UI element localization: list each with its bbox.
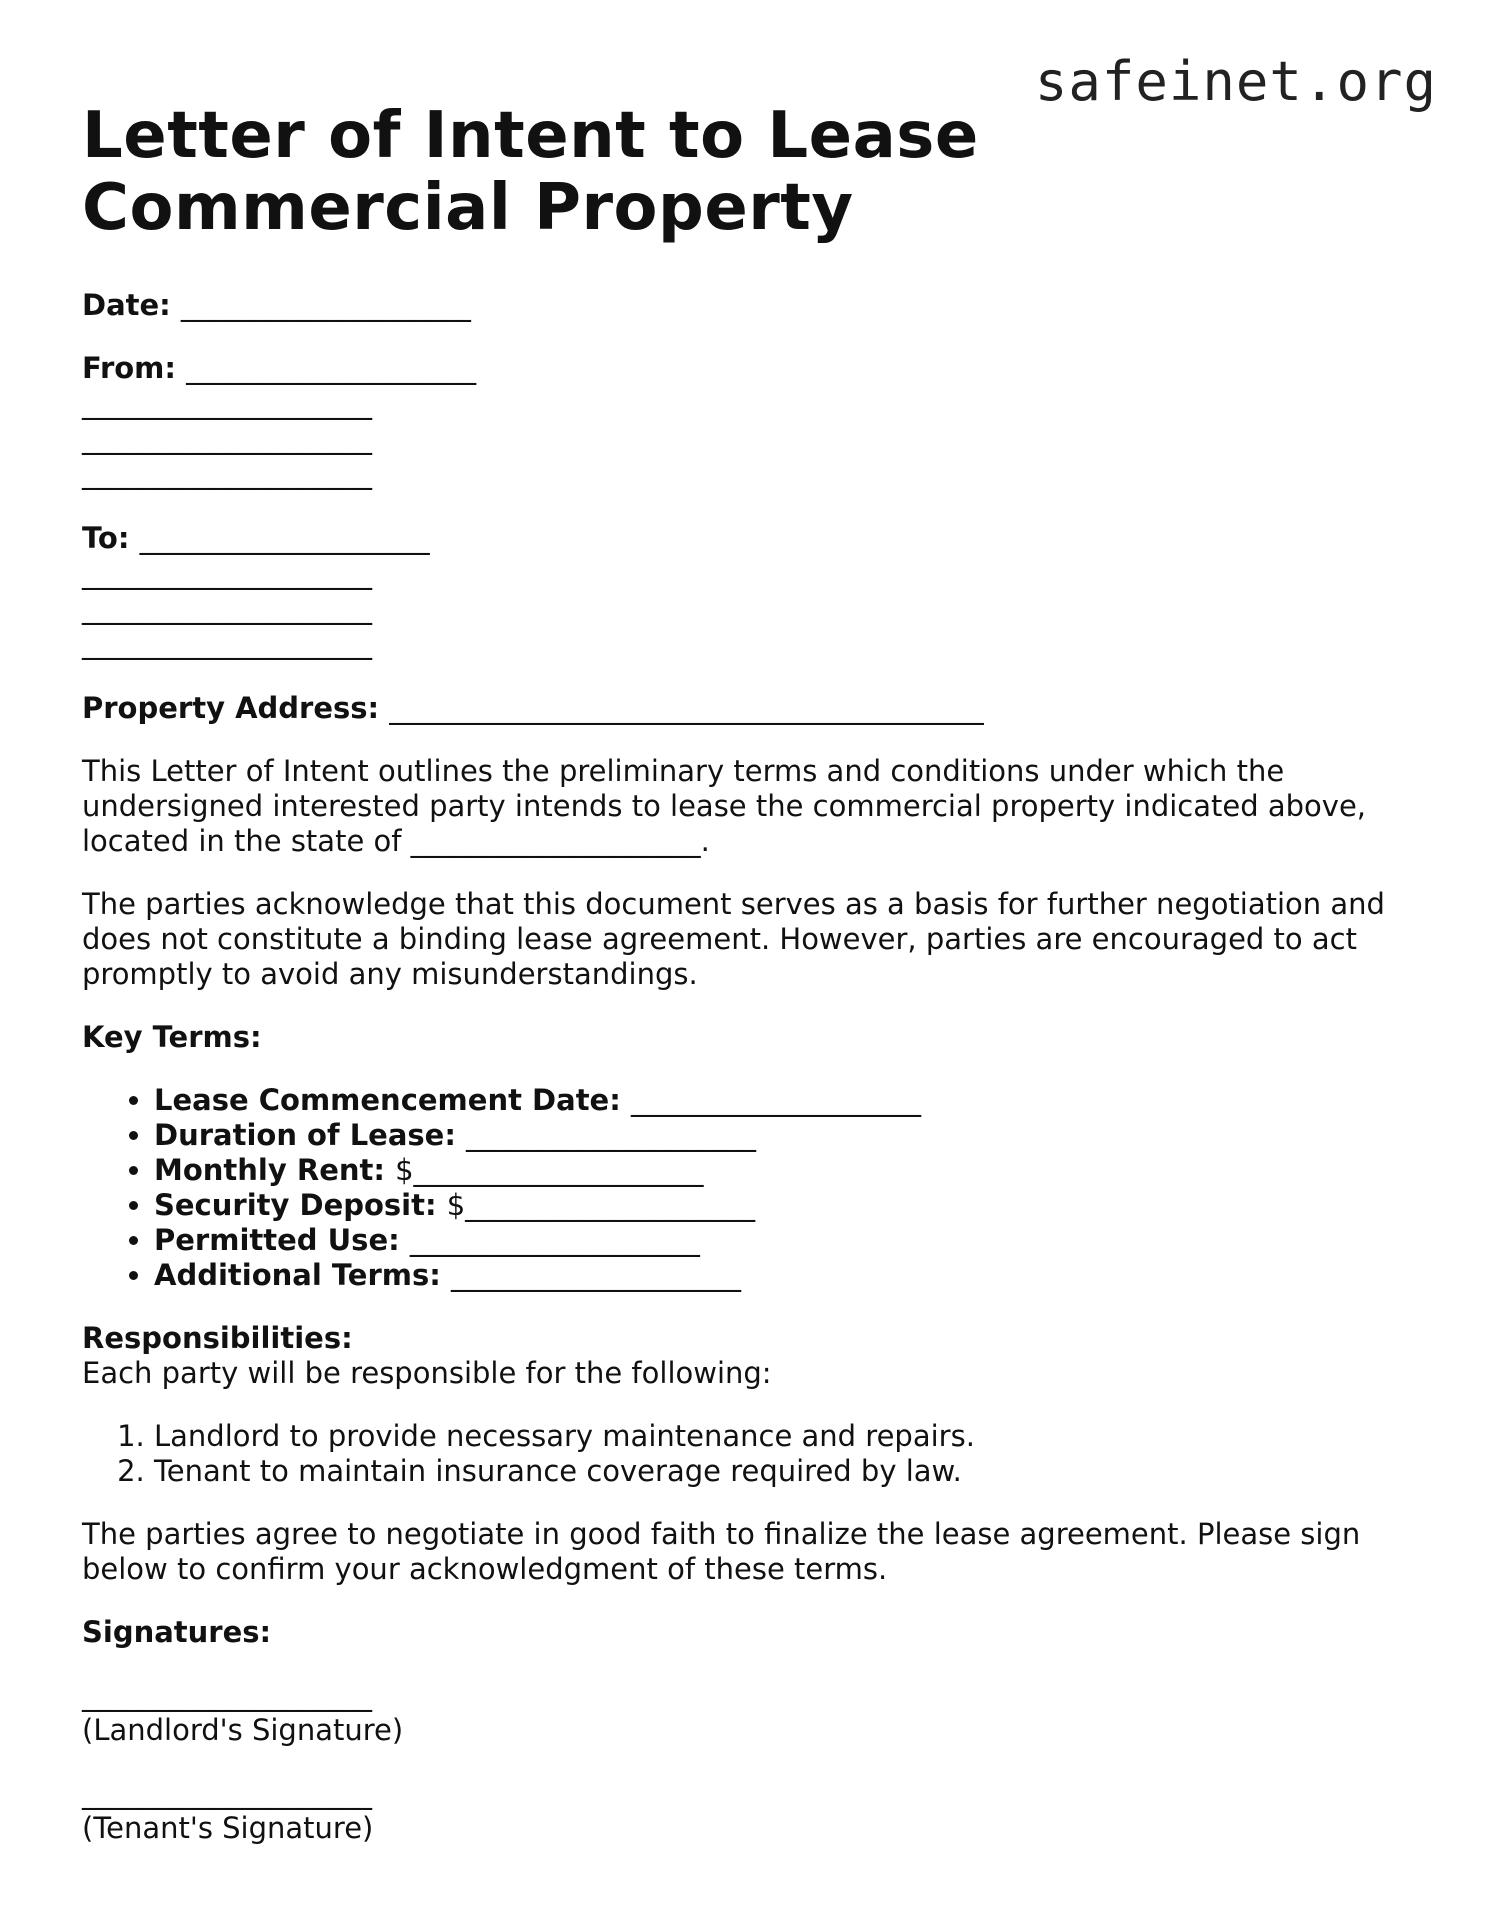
list-item — [154, 1083, 1422, 1118]
from-block — [82, 351, 1422, 491]
document-page — [82, 100, 1422, 1874]
term-blank: $____________________ — [446, 1188, 756, 1222]
watermark: safeinet.org — [1034, 50, 1437, 113]
from-blank: ____________________ — [186, 351, 477, 385]
intro-end: . — [700, 824, 710, 858]
from-address-line: ____________________ — [82, 386, 372, 420]
to-label: To: — [82, 521, 130, 555]
term-label: Additional Terms: — [154, 1258, 441, 1292]
term-blank: ____________________ — [450, 1258, 741, 1292]
to-field — [82, 521, 1422, 556]
list-item: 2. Tenant to maintain insurance coverage required by law. — [154, 1454, 1422, 1489]
signatures-heading: Signatures: — [82, 1615, 272, 1649]
property-address-field — [82, 691, 1422, 726]
acknowledge-paragraph: The parties acknowledge that this document serves as a basis for further negotiation and does not constitute a binding lease agreement. However, parties are encouraged to act promptly to avoid any misunderstandings. — [82, 887, 1385, 991]
list-item — [154, 1223, 1422, 1258]
from-field — [82, 351, 1422, 386]
intro-text: This Letter of Intent outlines the preliminary terms and conditions under which the undersigned interested party intends to lease the commercial property indicated above, located in the state of — [82, 754, 1367, 858]
to-address-line: ____________________ — [82, 591, 372, 625]
list-item — [154, 1118, 1422, 1153]
tenant-signature-block — [82, 1776, 1422, 1846]
term-label: Monthly Rent: — [154, 1153, 385, 1187]
date-label: Date: — [82, 288, 171, 322]
term-blank: ____________________ — [409, 1223, 700, 1257]
term-blank: ____________________ — [630, 1083, 921, 1117]
key-terms-heading: Key Terms: — [82, 1020, 262, 1054]
from-label: From: — [82, 351, 176, 385]
from-address-line: ____________________ — [82, 456, 372, 490]
closing-paragraph: The parties agree to negotiate in good faith to finalize the lease agreement. Please sign below to confirm your acknowledgment of these terms. — [82, 1517, 1361, 1586]
responsibilities-heading: Responsibilities: — [82, 1321, 353, 1355]
term-label: Duration of Lease: — [154, 1118, 456, 1152]
document-title: Letter of Intent to Lease Commercial Property — [82, 99, 979, 245]
from-address-line: ____________________ — [82, 421, 372, 455]
responsibilities-intro: Each party will be responsible for the following: — [82, 1356, 772, 1390]
list-item: 1. Landlord to provide necessary maintenance and repairs. — [154, 1419, 1422, 1454]
to-address-line: ____________________ — [82, 556, 372, 590]
term-label: Security Deposit: — [154, 1188, 437, 1222]
property-address-label: Property Address: — [82, 691, 380, 725]
intro-paragraph — [82, 754, 1422, 859]
term-blank: ____________________ — [466, 1118, 757, 1152]
to-block — [82, 521, 1422, 661]
list-item — [154, 1153, 1422, 1188]
landlord-signature-caption: (Landlord's Signature) — [82, 1713, 404, 1747]
date-field — [82, 288, 1422, 323]
to-address-line: ____________________ — [82, 626, 372, 660]
property-address-blank: _________________________________________ — [389, 691, 984, 725]
tenant-signature-line: ____________________ — [82, 1776, 372, 1810]
landlord-signature-block — [82, 1678, 1422, 1748]
date-blank: ____________________ — [180, 288, 471, 322]
list-item — [154, 1188, 1422, 1223]
tenant-signature-caption: (Tenant's Signature) — [82, 1811, 374, 1845]
state-blank: ____________________ — [410, 824, 701, 858]
list-item — [154, 1258, 1422, 1293]
to-blank: ____________________ — [139, 521, 430, 555]
term-label: Lease Commencement Date: — [154, 1083, 621, 1117]
key-terms-list — [82, 1083, 1422, 1293]
landlord-signature-line: ____________________ — [82, 1678, 372, 1712]
term-blank: $____________________ — [395, 1153, 704, 1187]
responsibilities-list — [82, 1419, 1422, 1489]
term-label: Permitted Use: — [154, 1223, 400, 1257]
